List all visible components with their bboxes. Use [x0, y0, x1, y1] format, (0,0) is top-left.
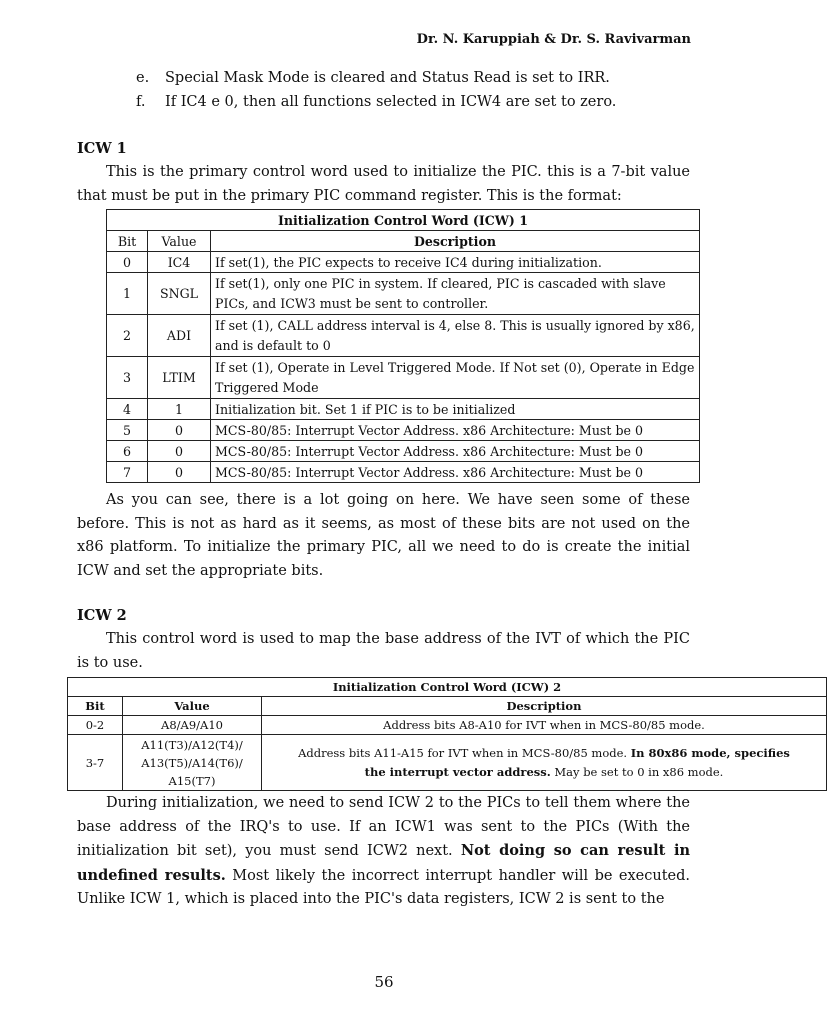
value-line: A15(T7): [168, 773, 216, 788]
text-run: During initialization, we need to send ICW 2 to the PICs to tell them where the base address of the IRQ's to use. If an ICW1 was sent to the PICs (With the initialization bit set), you must send ICW2 next.: [77, 795, 690, 859]
bit-cell: 0: [107, 252, 148, 273]
icw1-intro: [77, 161, 690, 208]
icw1-table: [106, 209, 700, 483]
value-cell: LTIM: [148, 357, 211, 399]
table-row: [107, 399, 700, 420]
table-title: Initialization Control Word (ICW) 2: [68, 678, 827, 697]
paragraph: This control word is used to map the base address of the IVT of which the PIC is to use.: [77, 631, 690, 671]
table-row: [107, 315, 700, 357]
icw2-table: [67, 677, 827, 791]
table-row: [107, 273, 700, 315]
text-run: Most likely the incorrect interrupt handler will be executed. Unlike ICW 1, which is placed into the PIC's data registers, ICW 2 is sent to the: [77, 867, 690, 907]
bit-cell: 6: [107, 441, 148, 462]
bit-cell: 0-2: [68, 716, 123, 735]
value-cell: A8/A9/A10: [123, 716, 262, 735]
description-cell: Address bits A8-A10 for IVT when in MCS-80/85 mode.: [262, 716, 827, 735]
table-title: Initialization Control Word (ICW) 1: [107, 210, 700, 231]
paragraph: This is the primary control word used to initialize the PIC. this is a 7-bit value that must be put in the primary PIC command register. This is the format:: [77, 164, 690, 204]
description-cell: Initialization bit. Set 1 if PIC is to be initialized: [211, 399, 700, 420]
description-line: [265, 763, 823, 782]
desc-bold: In 80x86 mode, specifies: [630, 745, 790, 760]
value-cell: 1: [148, 399, 211, 420]
section-heading-icw1: ICW 1: [77, 140, 127, 157]
desc-text: May be set to 0 in x86 mode.: [550, 764, 724, 779]
bit-cell: 2: [107, 315, 148, 357]
description-cell: MCS-80/85: Interrupt Vector Address. x86 Architecture: Must be 0: [211, 462, 700, 483]
value-cell: [123, 735, 262, 791]
bit-cell: 5: [107, 420, 148, 441]
bit-cell: 7: [107, 462, 148, 483]
bit-cell: 4: [107, 399, 148, 420]
table-row: [107, 441, 700, 462]
icw2-table-clip: [67, 677, 790, 795]
description-line: [265, 744, 823, 763]
section-heading-icw2: ICW 2: [77, 607, 127, 624]
bit-cell: 3: [107, 357, 148, 399]
value-cell: ADI: [148, 315, 211, 357]
table-row: [107, 252, 700, 273]
value-cell: IC4: [148, 252, 211, 273]
value-cell: SNGL: [148, 273, 211, 315]
description-cell: If set (1), Operate in Level Triggered Mode. If Not set (0), Operate in Edge Triggered Mode: [211, 357, 700, 399]
description-cell: MCS-80/85: Interrupt Vector Address. x86 Architecture: Must be 0: [211, 420, 700, 441]
column-header-bit: Bit: [68, 697, 123, 716]
value-cell: 0: [148, 462, 211, 483]
table-row: [68, 716, 827, 735]
value-line: A13(T5)/A14(T6)/: [141, 755, 243, 770]
paragraph: As you can see, there is a lot going on here. We have seen some of these before. This is not as hard as it seems, as most of these bits are not used on the x86 platform. To initialize the primary PIC, all we need to do is create the initial ICW and set the appropriate bits.: [77, 492, 690, 579]
desc-text: Address bits A11-A15 for IVT when in MCS-80/85 mode.: [298, 745, 631, 760]
icw2-intro: [77, 628, 690, 675]
description-cell: If set(1), only one PIC in system. If cleared, PIC is cascaded with slave PICs, and ICW3 must be sent to controller.: [211, 273, 700, 315]
column-header-value: Value: [148, 231, 211, 252]
value-cell: 0: [148, 441, 211, 462]
column-header-bit: Bit: [107, 231, 148, 252]
list-label: e.: [136, 70, 150, 86]
bold-run: Not doing so can result in undefined results.: [77, 842, 690, 884]
bit-cell: 1: [107, 273, 148, 315]
column-header-value: Value: [123, 697, 262, 716]
description-cell: If set (1), CALL address interval is 4, else 8. This is usually ignored by x86, and is default to 0: [211, 315, 700, 357]
column-header-description: Description: [211, 231, 700, 252]
value-line: A11(T3)/A12(T4)/: [141, 737, 243, 752]
list-text: Special Mask Mode is cleared and Status Read is set to IRR.: [165, 70, 610, 86]
desc-bold: the interrupt vector address.: [364, 764, 551, 779]
page-number: 56: [374, 973, 394, 991]
column-header-description: Description: [262, 697, 827, 716]
paragraph: [77, 792, 690, 912]
table-row: [107, 462, 700, 483]
description-cell: MCS-80/85: Interrupt Vector Address. x86 Architecture: Must be 0: [211, 441, 700, 462]
table-row: [68, 735, 827, 791]
page-header: Dr. N. Karuppiah & Dr. S. Ravivarman: [416, 32, 691, 47]
icw2-after: [77, 792, 690, 912]
description-cell: [262, 735, 827, 791]
bit-cell: 3-7: [68, 735, 123, 791]
description-cell: If set(1), the PIC expects to receive IC4 during initialization.: [211, 252, 700, 273]
table-row: [107, 420, 700, 441]
list-label: f.: [136, 94, 146, 110]
table-row: [107, 357, 700, 399]
value-cell: 0: [148, 420, 211, 441]
list-text: If IC4 e 0, then all functions selected in ICW4 are set to zero.: [165, 94, 617, 110]
icw1-after: [77, 489, 690, 583]
